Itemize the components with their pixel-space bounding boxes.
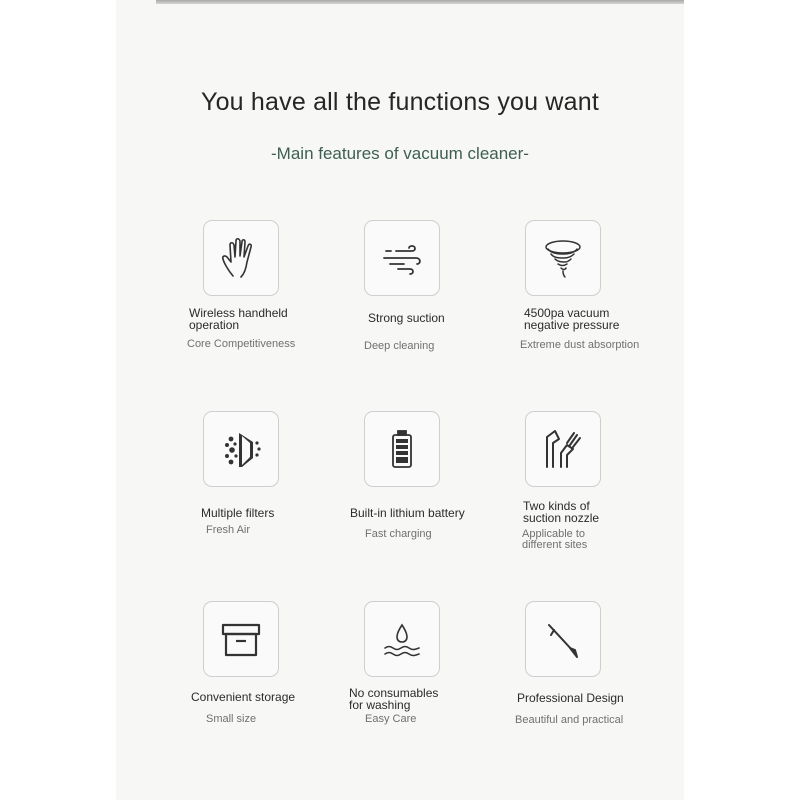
feature-label-suction: Strong suction — [368, 311, 445, 325]
water-drop-icon — [364, 601, 440, 677]
feature-label-storage: Convenient storage — [191, 690, 296, 704]
feature-sub-dust: Extreme dust absorption — [520, 339, 640, 351]
feature-sub-sites: Applicable to different sites — [522, 528, 588, 551]
feature-label-pressure: 4500pa vacuum negative pressure — [524, 306, 620, 332]
tornado-icon — [525, 220, 601, 296]
pen-icon — [525, 601, 601, 677]
feature-sub-small-size: Small size — [206, 713, 257, 725]
page-title: You have all the functions you want — [200, 88, 599, 116]
feature-label-nozzle: Two kinds of suction nozzle — [523, 499, 600, 525]
feature-label-battery: Built-in lithium battery — [350, 506, 465, 520]
feature-label-washing: No consumables for washing — [349, 686, 439, 712]
feature-sub-fast-charging: Fast charging — [365, 528, 432, 540]
feature-sub-deep-cleaning: Deep cleaning — [364, 340, 435, 352]
battery-icon — [364, 411, 440, 487]
storage-box-icon — [203, 601, 279, 677]
feature-label-design: Professional Design — [517, 691, 624, 705]
feature-sub-core: Core Competitiveness — [187, 338, 296, 350]
content-panel — [116, 0, 684, 800]
filter-icon — [203, 411, 279, 487]
hand-icon — [203, 220, 279, 296]
feature-sub-fresh-air: Fresh Air — [206, 524, 251, 536]
wind-icon — [364, 220, 440, 296]
nozzle-icon — [525, 411, 601, 487]
feature-sub-easy-care: Easy Care — [365, 713, 417, 725]
top-image-strip — [156, 0, 684, 4]
feature-sub-practical: Beautiful and practical — [515, 714, 624, 726]
page-subtitle: -Main features of vacuum cleaner- — [271, 144, 529, 163]
feature-label-filters: Multiple filters — [201, 506, 275, 520]
feature-label-wireless: Wireless handheld operation — [189, 306, 288, 332]
